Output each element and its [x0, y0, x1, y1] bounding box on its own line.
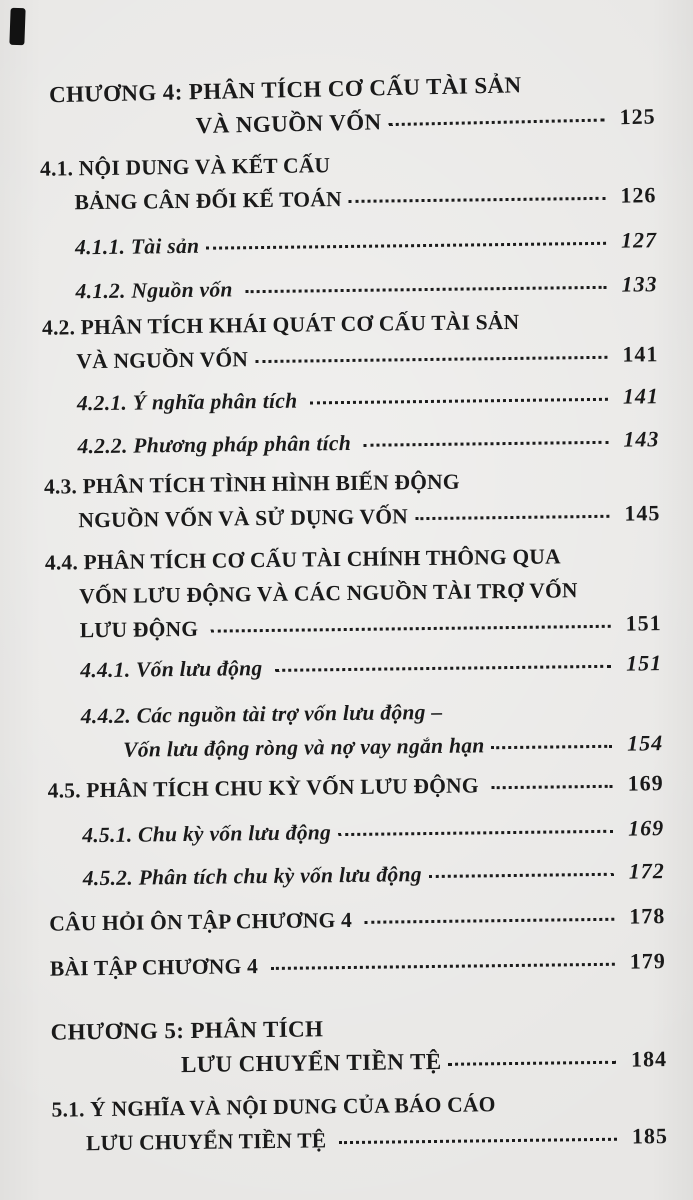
subsection-title: 4.4.1. Vốn lưu động: [80, 655, 269, 683]
subsection-title: 4.5.2. Phân tích chu kỳ vốn lưu động: [82, 862, 422, 891]
dot-leader: [332, 1128, 622, 1148]
page-number: 169: [628, 815, 665, 841]
page-number: 169: [627, 770, 664, 796]
toc-line: [49, 854, 665, 896]
dot-leader: [303, 388, 613, 408]
toc-entry-4-5-2: [49, 854, 665, 896]
section-title: 4.2. PHÂN TÍCH KHÁI QUÁT CƠ CẤU TÀI SẢN: [41, 309, 520, 340]
toc-entry-4-4-1: [46, 646, 662, 688]
dot-leader: [248, 346, 613, 366]
toc-entry-review-questions: [49, 899, 665, 941]
subsection-title: 4.5.1. Chu kỳ vốn lưu động: [82, 820, 332, 848]
toc-line: [46, 646, 662, 688]
toc-entry-4-1-2: [41, 267, 657, 309]
toc-line: [42, 337, 658, 379]
dot-leader: [357, 431, 614, 450]
toc-entry-4-4-2: [47, 692, 664, 768]
section-title: 4.5. PHÂN TÍCH CHU KỲ VỐN LƯU ĐỘNG: [47, 773, 485, 803]
page-number: 141: [622, 341, 659, 367]
toc-entry-4-5: [47, 766, 663, 808]
subsection-title: 4.2.2. Phương pháp phân tích: [77, 430, 357, 459]
section-title: 4.4. PHÂN TÍCH CƠ CẤU TÀI CHÍNH THÔNG QUA: [44, 544, 561, 575]
dot-leader: [484, 735, 617, 753]
toc-line: [46, 606, 662, 648]
dot-leader: [422, 863, 619, 881]
toc-line: [47, 726, 663, 768]
toc-line: [44, 496, 660, 538]
toc-entry-4-5-1: [48, 811, 664, 853]
section-title-cont: LƯU ĐỘNG: [79, 616, 204, 643]
dot-leader: [381, 108, 609, 129]
section-title-cont: BẢNG CÂN ĐỐI KẾ TOÁN: [74, 187, 342, 215]
chapter-title-cont: VÀ NGUỒN VỐN: [195, 109, 382, 139]
page-number: 141: [622, 383, 660, 409]
toc-entry-4-2-2: [43, 422, 659, 464]
toc-line: [40, 178, 656, 220]
toc-line: [49, 899, 665, 941]
toc-entry-4-4: [45, 538, 662, 648]
dot-leader: [263, 953, 620, 973]
chapter-title: CHƯƠNG 5: PHÂN TÍCH: [50, 1016, 324, 1045]
page-number: 185: [631, 1123, 669, 1149]
toc-entry-4-1-1: [41, 223, 657, 265]
page-number: 184: [630, 1046, 668, 1072]
dot-leader: [357, 908, 619, 927]
toc-line: [43, 422, 659, 464]
page-number: 133: [621, 271, 658, 297]
subsection-title: 4.1.1. Tài sản: [74, 233, 200, 260]
dot-leader: [268, 655, 616, 675]
toc-entry-4-3: [44, 462, 661, 538]
toc-line: [43, 379, 659, 421]
toc-line: [41, 223, 657, 265]
dot-leader: [441, 1051, 621, 1069]
page-number: 172: [628, 858, 665, 884]
chapter-title-cont: LƯU CHUYỂN TIỀN TỆ: [180, 1048, 442, 1078]
toc-line: [41, 267, 657, 309]
dot-leader: [408, 505, 615, 524]
page-number: 178: [629, 903, 666, 929]
subsection-title: 4.2.1. Ý nghĩa phân tích: [76, 388, 304, 416]
dot-leader: [342, 187, 611, 206]
page-number: 126: [620, 182, 657, 208]
toc-line: [47, 766, 663, 808]
dot-leader: [199, 232, 611, 253]
page-number: 151: [626, 650, 663, 676]
page-number: 151: [625, 610, 662, 636]
toc-entry-5-1: [51, 1085, 668, 1161]
page-number: 143: [623, 426, 660, 452]
toc-entry-4-2: [42, 303, 659, 379]
chapter-title: CHƯƠNG 4: PHÂN TÍCH CƠ CẤU TÀI SẢN: [48, 72, 522, 108]
toc-entry-4-2-1: [43, 379, 659, 421]
page-number: 145: [624, 500, 661, 526]
section-title-cont: VÀ NGUỒN VỐN: [76, 347, 249, 374]
toc-entry-chapter-5: [50, 1008, 667, 1084]
toc-line: [50, 944, 666, 986]
page-number: 127: [620, 227, 658, 253]
dot-leader: [204, 615, 616, 636]
toc-entry-exercises: [50, 944, 666, 986]
toc-line: [52, 1119, 668, 1161]
dot-leader: [238, 276, 611, 297]
page-number: 179: [629, 948, 666, 974]
dot-leader: [484, 775, 618, 793]
section-title-cont: LƯU CHUYỂN TIỀN TỆ: [85, 1128, 333, 1156]
page-number: 125: [619, 103, 656, 130]
subsection-title-cont: Vốn lưu động ròng và nợ vay ngắn hạn: [123, 733, 485, 762]
toc-line: [48, 811, 664, 853]
page-number: 154: [627, 730, 664, 756]
section-title-cont: VỐN LƯU ĐỘNG VÀ CÁC NGUỒN TÀI TRỢ VỐN: [79, 578, 578, 609]
subsection-title: 4.1.2. Nguồn vốn: [75, 277, 239, 304]
heading-title: CÂU HỎI ÔN TẬP CHƯƠNG 4: [49, 907, 358, 936]
section-title: 4.3. PHÂN TÍCH TÌNH HÌNH BIẾN ĐỘNG: [43, 469, 460, 499]
toc-entry-4-1: [40, 144, 657, 220]
section-title: 5.1. Ý NGHĨA VÀ NỘI DUNG CỦA BÁO CÁO: [51, 1092, 496, 1122]
section-title-cont: NGUỒN VỐN VÀ SỬ DỤNG VỐN: [78, 504, 409, 533]
toc-entry-chapter-4: [39, 66, 656, 147]
heading-title: BÀI TẬP CHƯƠNG 4: [49, 954, 264, 981]
section-title: 4.1. NỘI DUNG VÀ KẾT CẤU: [39, 153, 331, 181]
dot-leader: [331, 820, 618, 840]
subsection-title: 4.4.2. Các nguồn tài trợ vốn lưu động –: [80, 699, 443, 729]
